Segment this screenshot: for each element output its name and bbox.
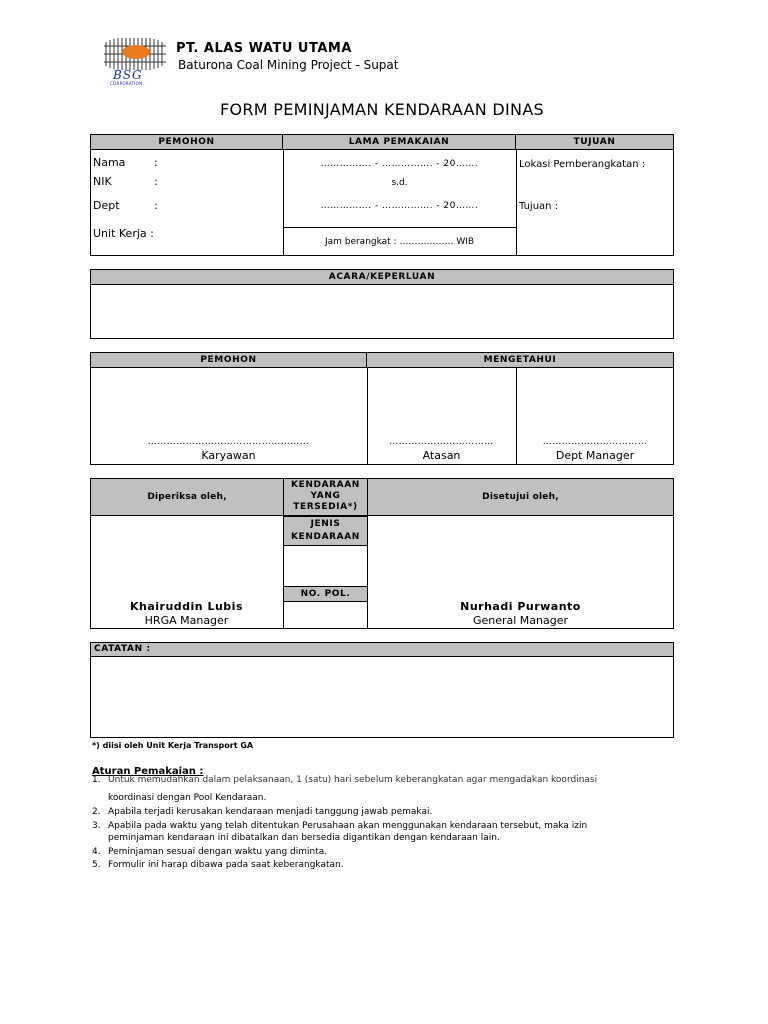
logo-text: BSG <box>113 68 143 82</box>
rule-4-number: 4. <box>92 847 101 857</box>
header-kendaraan-tersedia: KENDARAAN YANG TERSEDIA*) <box>283 478 368 516</box>
form-title: FORM PEMINJAMAN KENDARAAN DINAS <box>219 100 545 119</box>
signature-line-karyawan: …………………………………………… <box>147 437 310 447</box>
date-end: ……………. - ……………. - 20……. <box>320 201 479 211</box>
colon-dept: : <box>154 199 158 212</box>
signature-line-atasan: …………………………… <box>389 437 494 447</box>
approver-left-title: HRGA Manager <box>144 614 229 627</box>
footnote: *) diisi oleh Unit Kerja Transport GA <box>92 741 254 750</box>
header-pemohon-sign: PEMOHON <box>90 352 367 368</box>
colon-nik: : <box>154 175 158 188</box>
rule-3-text: Apabila pada waktu yang telah ditentukan Perusahaan akan menggunakan kendaraan tersebut, maka izin <box>108 821 588 831</box>
rules-heading: Aturan Pemakaian : <box>92 766 204 777</box>
header-mengetahui: MENGETAHUI <box>366 352 674 368</box>
approver-right-name: Nurhadi Purwanto <box>460 600 581 613</box>
signature-line-dept-manager: …………………………… <box>542 437 648 447</box>
departure-time: Jam berangkat : ……………… WIB <box>324 237 475 247</box>
company-name: PT. ALAS WATU UTAMA <box>176 41 352 56</box>
label-nama: Nama <box>93 156 126 169</box>
rule-3-text-cont: peminjaman kendaraan ini dibatalkan dan bersedia digantikan dengan kendaraan lain. <box>108 833 500 843</box>
label-dept: Dept <box>93 199 120 212</box>
rule-5-number: 5. <box>92 860 101 870</box>
rule-2-number: 2. <box>92 807 101 817</box>
header-catatan: CATATAN : <box>90 642 674 657</box>
label-tujuan: Tujuan : <box>519 201 559 212</box>
rule-4-text: Peminjaman sesuai dengan waktu yang diminta. <box>108 847 328 857</box>
colon-nama: : <box>154 156 158 169</box>
role-atasan: Atasan <box>422 449 461 462</box>
header-acara: ACARA/KEPERLUAN <box>90 269 674 285</box>
header-lama-pemakaian: LAMA PEMAKAIAN <box>282 134 516 150</box>
label-unit-kerja: Unit Kerja : <box>93 227 154 240</box>
label-nik: NIK <box>93 175 112 188</box>
rule-1-number: 1. <box>92 775 101 785</box>
date-sd: s.d. <box>391 178 408 188</box>
header-tujuan: TUJUAN <box>515 134 674 150</box>
header-diperiksa: Diperiksa oleh, <box>90 478 284 516</box>
rule-1-text-cont: koordinasi dengan Pool Kendaraan. <box>108 793 267 803</box>
rule-2-text: Apabila terjadi kerusakan kendaraan menjadi tanggung jawab pemakai. <box>108 807 433 817</box>
role-dept-manager: Dept Manager <box>555 449 635 462</box>
logo-subtext: CORPORATION <box>110 81 143 86</box>
rule-3-number: 3. <box>92 821 101 831</box>
role-karyawan: Karyawan <box>201 449 256 462</box>
approver-left-name: Khairuddin Lubis <box>129 600 243 613</box>
project-name: Baturona Coal Mining Project - Supat <box>178 58 399 72</box>
label-no-pol: NO. POL. <box>283 586 368 602</box>
header-disetujui: Disetujui oleh, <box>367 478 674 516</box>
rule-5-text: Formulir ini harap dibawa pada saat keberangkatan. <box>108 860 344 870</box>
date-start: ……………. - ……………. - 20……. <box>320 159 479 169</box>
label-jenis-kendaraan: JENIS KENDARAAN <box>283 516 368 546</box>
label-lokasi: Lokasi Pemberangkatan : <box>519 159 646 170</box>
approver-right-title: General Manager <box>472 614 569 627</box>
rule-1-text: Untuk memudahkan dalam pelaksanaan, 1 (satu) hari sebelum keberangkatan agar mengadakan koordinasi <box>108 775 598 785</box>
header-pemohon: PEMOHON <box>90 134 283 150</box>
